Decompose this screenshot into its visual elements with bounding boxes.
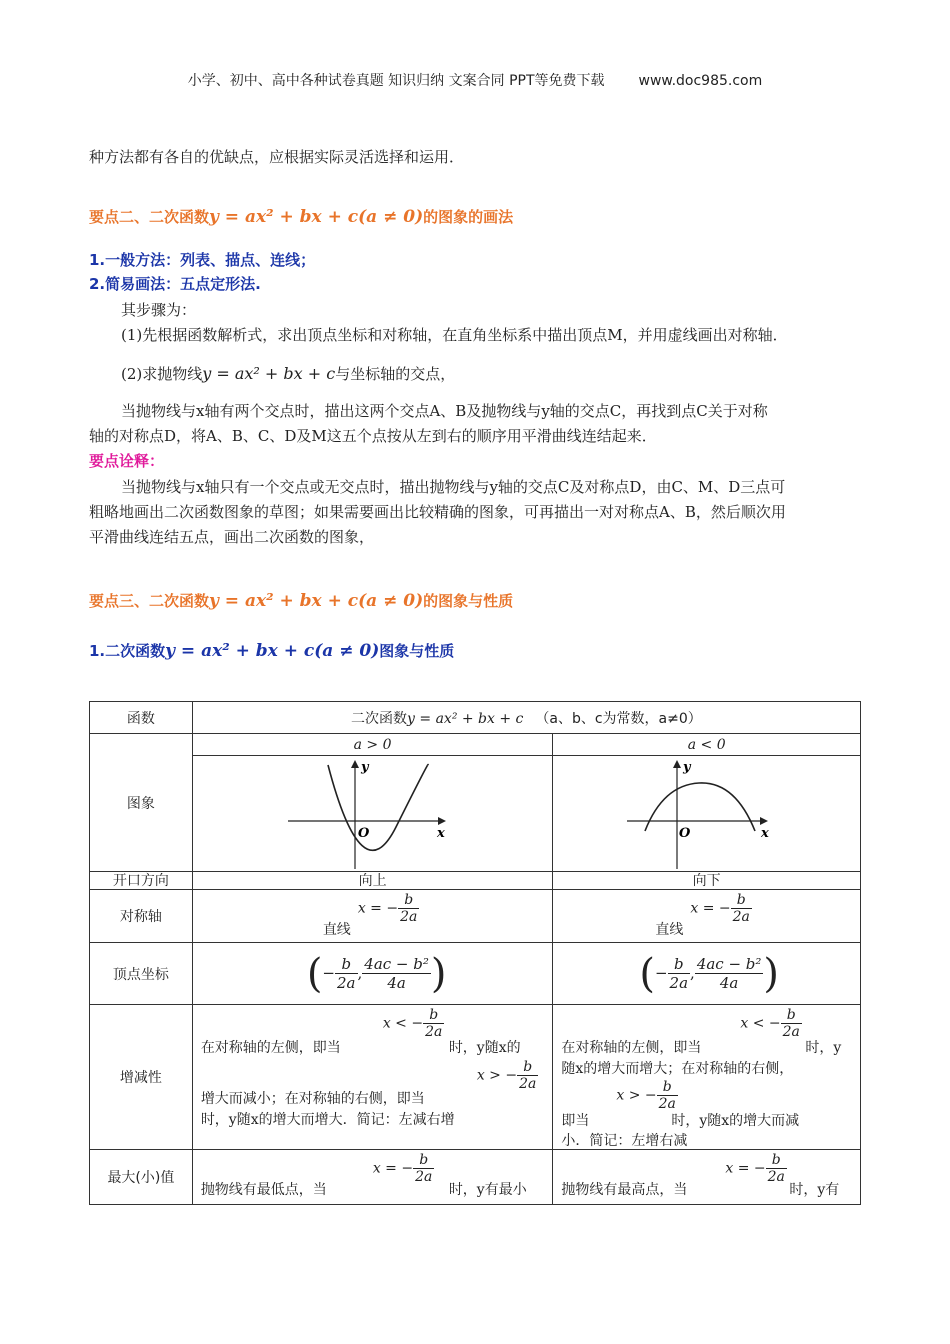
page-header (0, 70, 950, 90)
axis-pos: x = − $\frac{b}{2a}$ 直线 (192, 890, 553, 943)
section2-item2: 2.简易画法：五点定形法. (89, 275, 261, 293)
y-axis-arrow (351, 760, 359, 768)
open-pos: 向上 (192, 872, 553, 890)
y-axis-arrow (673, 760, 681, 768)
graph-pos-cell (192, 756, 553, 872)
intro-text: 种方法都有各自的优缺点，应根据实际灵活选择和运用． (89, 148, 465, 166)
header-text: 小学、初中、高中各种试卷真题 知识归纳 文案合同 PPT等免费下载 (187, 73, 605, 89)
x-axis-arrow (438, 817, 446, 825)
vertex-formula: (− $\frac{b}{2a}$ , $\frac{\text{4ac − b²}}{4a}$ ) (639, 950, 780, 997)
axis-x-label: x (436, 825, 445, 841)
label-axis: 对称轴 (90, 890, 193, 943)
note-line1: 当抛物线与x轴只有一个交点或无交点时，描出抛物线与y轴的交点C及对称点D，由C、M、D三点可 (121, 478, 786, 496)
graph-neg-cell (553, 756, 861, 872)
axis-formula: x = − $\frac{b}{2a}$ (690, 892, 750, 925)
axis-neg: x = − $\frac{b}{2a}$ 直线 (553, 890, 861, 943)
downward-parabola-graph (627, 757, 787, 871)
section3-heading: 要点三、二次函数y = ax² + bx + c(a ≠ 0)的图象与性质 (89, 591, 514, 611)
section2-item1: 1.一般方法：列表、描点、连线； (89, 251, 316, 269)
note-title: 要点诠释： (89, 452, 165, 470)
vertex-neg (553, 943, 861, 1005)
origin-label: O (357, 825, 369, 841)
table-row-monotonicity (90, 1005, 861, 1150)
table-row-sign (90, 734, 861, 756)
vertex-formula: (− $\frac{b}{2a}$ , $\frac{\text{4ac − b²}}{4a}$ ) (306, 950, 447, 997)
section2-heading: 要点二、二次函数y = ax² + bx + c(a ≠ 0)的图象的画法 (89, 207, 514, 227)
section3-subheading: 1.二次函数y = ax² + bx + c(a ≠ 0)图象与性质 (89, 641, 455, 661)
step2-text: (2)求抛物线y = ax² + bx + c与坐标轴的交点， (121, 364, 456, 383)
table-row-graph (90, 756, 861, 872)
parabola-curve (645, 782, 755, 830)
x-axis-arrow (760, 817, 768, 825)
col-pos: a > 0 (192, 734, 553, 756)
header-site: www.doc985.com (638, 73, 763, 89)
para1-line1: 当抛物线与x轴有两个交点时，描出这两个交点A、B及抛物线与y轴的交点C，再找到点C关于对称 (121, 402, 768, 420)
parabola-curve (328, 764, 428, 850)
steps-intro: 其步骤为： (121, 301, 197, 319)
label-extreme: 最大(小)值 (90, 1150, 193, 1205)
table-row-axis (90, 890, 861, 943)
axis-y-label: y (682, 759, 691, 775)
col-neg: a < 0 (553, 734, 861, 756)
step1-text: (1)先根据函数解析式，求出顶点坐标和对称轴，在直角坐标系中描出顶点M，并用虚线画出对称轴． (121, 326, 788, 344)
upward-parabola-graph (288, 757, 458, 871)
extreme-pos: x = − $\frac{b}{2a}$ 抛物线有最低点，当 时，y有最小 (192, 1150, 553, 1205)
label-function: 函数 (90, 702, 193, 734)
step2-formula: y = ax² + bx + c (202, 364, 336, 383)
label-vertex: 顶点坐标 (90, 943, 193, 1005)
mono-neg: x < − $\frac{b}{2a}$ 在对称轴的左侧，即当 时，y 随x的增大而增大；在对称轴的右侧， x > − $\frac{b}{2a}$ 即当 时，y随x的增大而减 小．简记：左增右减 (553, 1005, 861, 1150)
label-open: 开口方向 (90, 872, 193, 890)
section2-formula: y = ax² + bx + c(a ≠ 0) (209, 207, 424, 227)
label-graph: 图象 (90, 734, 193, 872)
function-cell: 二次函数y = ax² + bx + c （a、b、c为常数，a≠0） (192, 702, 860, 734)
section3-formula: y = ax² + bx + c(a ≠ 0) (209, 591, 424, 611)
axis-x-label: x (760, 825, 769, 841)
axis-formula: x = − $\frac{b}{2a}$ (357, 892, 418, 925)
axis-y-label: y (360, 759, 369, 775)
note-line2: 粗略地画出二次函数图象的草图；如果需要画出比较精确的图象，可再描出一对对称点A、B，然后顺次用 (89, 503, 786, 521)
label-monotonicity: 增减性 (90, 1005, 193, 1150)
table-row-extreme (90, 1150, 861, 1205)
note-line3: 平滑曲线连结五点，画出二次函数的图象， (89, 528, 375, 546)
origin-label: O (678, 825, 690, 841)
section3-sub-formula: y = ax² + bx + c(a ≠ 0) (165, 641, 380, 661)
extreme-neg: x = − $\frac{b}{2a}$ 抛物线有最高点，当 时，y有 (553, 1150, 861, 1205)
vertex-pos (192, 943, 553, 1005)
function-formula: y = ax² + bx + c (407, 710, 524, 727)
open-neg: 向下 (553, 872, 861, 890)
table-row-vertex (90, 943, 861, 1005)
table-row-function (90, 702, 861, 734)
mono-pos: x < − $\frac{b}{2a}$ 在对称轴的左侧，即当 时，y随x的 x > − $\frac{b}{2a}$ 增大而减小；在对称轴的右侧，即当 时，y随x的增大而增大．简记：左减右增 (192, 1005, 553, 1150)
para1-line2: 轴的对称点D，将A、B、C、D及M这五个点按从左到右的顺序用平滑曲线连结起来． (89, 427, 657, 445)
properties-table (89, 701, 861, 1205)
table-row-open (90, 872, 861, 890)
